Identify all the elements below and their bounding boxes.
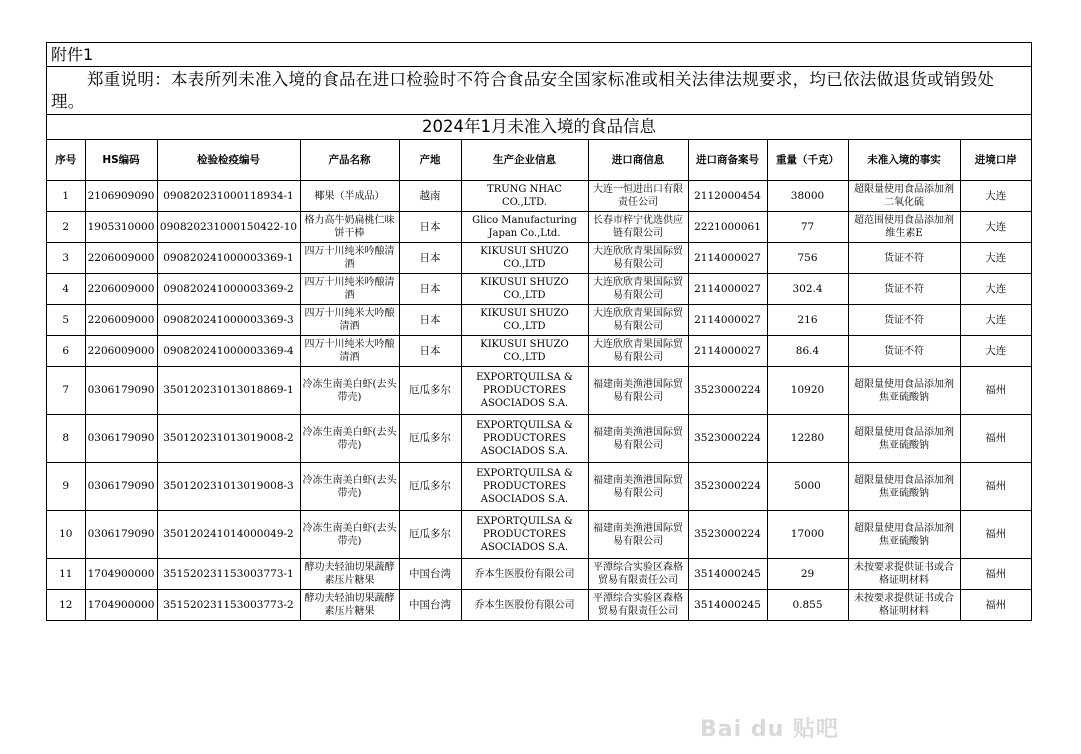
- header-no: 序号: [47, 140, 85, 181]
- cell-record: 2114000027: [688, 243, 767, 274]
- cell-code: 090820241000003369-3: [157, 305, 300, 336]
- notice-text: 郑重说明：本表所列未准入境的食品在进口检验时不符合食品安全国家标准或相关法律法规要求，均已依法做退货或销毁处理。: [47, 67, 1031, 115]
- table-row: [47, 367, 1031, 415]
- cell-producer: KIKUSUI SHUZO CO.,LTD: [461, 243, 588, 274]
- cell-record: 3514000245: [688, 590, 767, 621]
- cell-producer: Glico Manufacturing Japan Co.,Ltd.: [461, 212, 588, 243]
- cell-hs: 0306179090: [85, 415, 157, 463]
- cell-code: 090820241000003369-1: [157, 243, 300, 274]
- cell-no: 8: [47, 415, 85, 463]
- cell-product: 冷冻生南美白虾(去头带壳): [300, 367, 399, 415]
- cell-code: 351520231153003773-1: [157, 559, 300, 590]
- cell-port: 大连: [960, 212, 1031, 243]
- table-row: [47, 590, 1031, 621]
- cell-no: 5: [47, 305, 85, 336]
- cell-producer: 乔本生医股份有限公司: [461, 559, 588, 590]
- cell-reason: 超限量使用食品添加剂二氧化硫: [848, 181, 960, 212]
- cell-no: 4: [47, 274, 85, 305]
- cell-port: 大连: [960, 181, 1031, 212]
- cell-product: 冷冻生南美白虾(去头带壳): [300, 415, 399, 463]
- cell-weight: 302.4: [767, 274, 848, 305]
- table-row: [47, 181, 1031, 212]
- cell-importer: 长春市梓宁优选供应链有限公司: [588, 212, 688, 243]
- cell-hs: 1905310000: [85, 212, 157, 243]
- cell-no: 10: [47, 511, 85, 559]
- cell-port: 大连: [960, 274, 1031, 305]
- table-row: [47, 415, 1031, 463]
- cell-origin: 日本: [399, 243, 461, 274]
- cell-importer: 福建南美渔港国际贸易有限公司: [588, 415, 688, 463]
- table-row: [47, 336, 1031, 367]
- cell-product: 四万十川纯米吟酿清酒: [300, 243, 399, 274]
- cell-port: 福州: [960, 415, 1031, 463]
- cell-record: 3523000224: [688, 463, 767, 511]
- cell-port: 福州: [960, 559, 1031, 590]
- cell-weight: 77: [767, 212, 848, 243]
- cell-origin: 厄瓜多尔: [399, 415, 461, 463]
- table-row: [47, 559, 1031, 590]
- table-row: [47, 511, 1031, 559]
- cell-port: 大连: [960, 243, 1031, 274]
- cell-port: 大连: [960, 305, 1031, 336]
- table-row: [47, 243, 1031, 274]
- cell-producer: EXPORTQUILSA & PRODUCTORES ASOCIADOS S.A.: [461, 367, 588, 415]
- cell-port: 福州: [960, 367, 1031, 415]
- cell-port: 福州: [960, 590, 1031, 621]
- cell-hs: 1704900000: [85, 559, 157, 590]
- cell-no: 3: [47, 243, 85, 274]
- table-row: [47, 305, 1031, 336]
- cell-code: 351520231153003773-2: [157, 590, 300, 621]
- cell-code: 090820241000003369-2: [157, 274, 300, 305]
- cell-record: 3523000224: [688, 367, 767, 415]
- cell-no: 2: [47, 212, 85, 243]
- cell-importer: 福建南美渔港国际贸易有限公司: [588, 511, 688, 559]
- cell-hs: 0306179090: [85, 511, 157, 559]
- cell-product: 酵功夫轻油切果蔬酵素压片糖果: [300, 590, 399, 621]
- cell-weight: 86.4: [767, 336, 848, 367]
- cell-port: 大连: [960, 336, 1031, 367]
- cell-hs: 0306179090: [85, 367, 157, 415]
- watermark-logo: Bai du 贴吧: [700, 717, 839, 742]
- attachment-label: 附件1: [47, 43, 1031, 67]
- cell-record: 2114000027: [688, 336, 767, 367]
- cell-importer: 福建南美渔港国际贸易有限公司: [588, 463, 688, 511]
- cell-weight: 38000: [767, 181, 848, 212]
- cell-record: 2221000061: [688, 212, 767, 243]
- cell-record: 3514000245: [688, 559, 767, 590]
- cell-record: 3523000224: [688, 511, 767, 559]
- cell-importer: 平潭综合实验区森格贸易有限责任公司: [588, 559, 688, 590]
- cell-product: 酵功夫轻油切果蔬酵素压片糖果: [300, 559, 399, 590]
- cell-no: 11: [47, 559, 85, 590]
- cell-no: 9: [47, 463, 85, 511]
- cell-reason: 货证不符: [848, 336, 960, 367]
- cell-hs: 2106909090: [85, 181, 157, 212]
- cell-weight: 17000: [767, 511, 848, 559]
- cell-port: 福州: [960, 511, 1031, 559]
- cell-reason: 未按要求提供证书或合格证明材料: [848, 559, 960, 590]
- cell-reason: 超范围使用食品添加剂维生素E: [848, 212, 960, 243]
- food-rejection-table: [47, 140, 1031, 620]
- cell-origin: 厄瓜多尔: [399, 367, 461, 415]
- cell-origin: 日本: [399, 305, 461, 336]
- cell-importer: 福建南美渔港国际贸易有限公司: [588, 367, 688, 415]
- cell-reason: 超限量使用食品添加剂焦亚硫酸钠: [848, 511, 960, 559]
- cell-weight: 0.855: [767, 590, 848, 621]
- cell-importer: 平潭综合实验区森格贸易有限责任公司: [588, 590, 688, 621]
- header-code: 检验检疫编号: [157, 140, 300, 181]
- header-reason: 未准入境的事实: [848, 140, 960, 181]
- cell-code: 090820231000118934-1: [157, 181, 300, 212]
- cell-importer: 大连欣欣青果国际贸易有限公司: [588, 336, 688, 367]
- header-importer: 进口商信息: [588, 140, 688, 181]
- cell-hs: 2206009000: [85, 336, 157, 367]
- cell-code: 350120241014000049-2: [157, 511, 300, 559]
- cell-origin: 中国台湾: [399, 590, 461, 621]
- cell-importer: 大连一恒进出口有限责任公司: [588, 181, 688, 212]
- cell-origin: 厄瓜多尔: [399, 463, 461, 511]
- cell-weight: 29: [767, 559, 848, 590]
- cell-origin: 日本: [399, 212, 461, 243]
- table-row: [47, 274, 1031, 305]
- cell-product: 椰果（半成品）: [300, 181, 399, 212]
- cell-product: 四万十川纯米吟酿清酒: [300, 274, 399, 305]
- cell-producer: EXPORTQUILSA & PRODUCTORES ASOCIADOS S.A.: [461, 511, 588, 559]
- cell-record: 2114000027: [688, 305, 767, 336]
- header-hs: HS编码: [85, 140, 157, 181]
- cell-producer: EXPORTQUILSA & PRODUCTORES ASOCIADOS S.A.: [461, 415, 588, 463]
- cell-reason: 超限量使用食品添加剂焦亚硫酸钠: [848, 367, 960, 415]
- cell-product: 冷冻生南美白虾(去头带壳): [300, 511, 399, 559]
- table-row: [47, 463, 1031, 511]
- cell-producer: KIKUSUI SHUZO CO.,LTD: [461, 336, 588, 367]
- cell-producer: EXPORTQUILSA & PRODUCTORES ASOCIADOS S.A.: [461, 463, 588, 511]
- header-origin: 产地: [399, 140, 461, 181]
- header-weight: 重量（千克）: [767, 140, 848, 181]
- cell-product: 格力高牛奶扁桃仁味饼干棒: [300, 212, 399, 243]
- cell-origin: 越南: [399, 181, 461, 212]
- cell-hs: 0306179090: [85, 463, 157, 511]
- cell-importer: 大连欣欣青果国际贸易有限公司: [588, 305, 688, 336]
- cell-no: 12: [47, 590, 85, 621]
- table-title: 2024年1月未准入境的食品信息: [47, 115, 1031, 140]
- cell-code: 350120231013019008-2: [157, 415, 300, 463]
- header-producer: 生产企业信息: [461, 140, 588, 181]
- cell-producer: TRUNG NHAC CO.,LTD.: [461, 181, 588, 212]
- cell-origin: 日本: [399, 274, 461, 305]
- cell-weight: 10920: [767, 367, 848, 415]
- cell-hs: 1704900000: [85, 590, 157, 621]
- cell-reason: 未按要求提供证书或合格证明材料: [848, 590, 960, 621]
- cell-weight: 12280: [767, 415, 848, 463]
- cell-hs: 2206009000: [85, 305, 157, 336]
- cell-reason: 超限量使用食品添加剂焦亚硫酸钠: [848, 415, 960, 463]
- cell-record: 3523000224: [688, 415, 767, 463]
- header-record: 进口商备案号: [688, 140, 767, 181]
- table-row: [47, 212, 1031, 243]
- cell-no: 6: [47, 336, 85, 367]
- header-port: 进境口岸: [960, 140, 1031, 181]
- cell-no: 7: [47, 367, 85, 415]
- cell-origin: 日本: [399, 336, 461, 367]
- cell-record: 2112000454: [688, 181, 767, 212]
- cell-producer: KIKUSUI SHUZO CO.,LTD: [461, 305, 588, 336]
- cell-code: 350120231013018869-1: [157, 367, 300, 415]
- cell-producer: 乔本生医股份有限公司: [461, 590, 588, 621]
- cell-product: 冷冻生南美白虾(去头带壳): [300, 463, 399, 511]
- cell-reason: 货证不符: [848, 274, 960, 305]
- cell-weight: 5000: [767, 463, 848, 511]
- cell-port: 福州: [960, 463, 1031, 511]
- table-header-row: [47, 140, 1031, 181]
- document-sheet: [46, 42, 1032, 621]
- cell-product: 四万十川纯米大吟酿清酒: [300, 336, 399, 367]
- cell-record: 2114000027: [688, 274, 767, 305]
- cell-code: 090820241000003369-4: [157, 336, 300, 367]
- cell-reason: 超限量使用食品添加剂焦亚硫酸钠: [848, 463, 960, 511]
- cell-weight: 216: [767, 305, 848, 336]
- cell-reason: 货证不符: [848, 305, 960, 336]
- cell-code: 090820231000150422-10: [157, 212, 300, 243]
- cell-no: 1: [47, 181, 85, 212]
- header-product: 产品名称: [300, 140, 399, 181]
- cell-product: 四万十川纯米大吟酿清酒: [300, 305, 399, 336]
- cell-origin: 中国台湾: [399, 559, 461, 590]
- cell-hs: 2206009000: [85, 243, 157, 274]
- cell-origin: 厄瓜多尔: [399, 511, 461, 559]
- cell-code: 350120231013019008-3: [157, 463, 300, 511]
- cell-weight: 756: [767, 243, 848, 274]
- cell-importer: 大连欣欣青果国际贸易有限公司: [588, 243, 688, 274]
- cell-reason: 货证不符: [848, 243, 960, 274]
- cell-importer: 大连欣欣青果国际贸易有限公司: [588, 274, 688, 305]
- cell-producer: KIKUSUI SHUZO CO.,LTD: [461, 274, 588, 305]
- cell-hs: 2206009000: [85, 274, 157, 305]
